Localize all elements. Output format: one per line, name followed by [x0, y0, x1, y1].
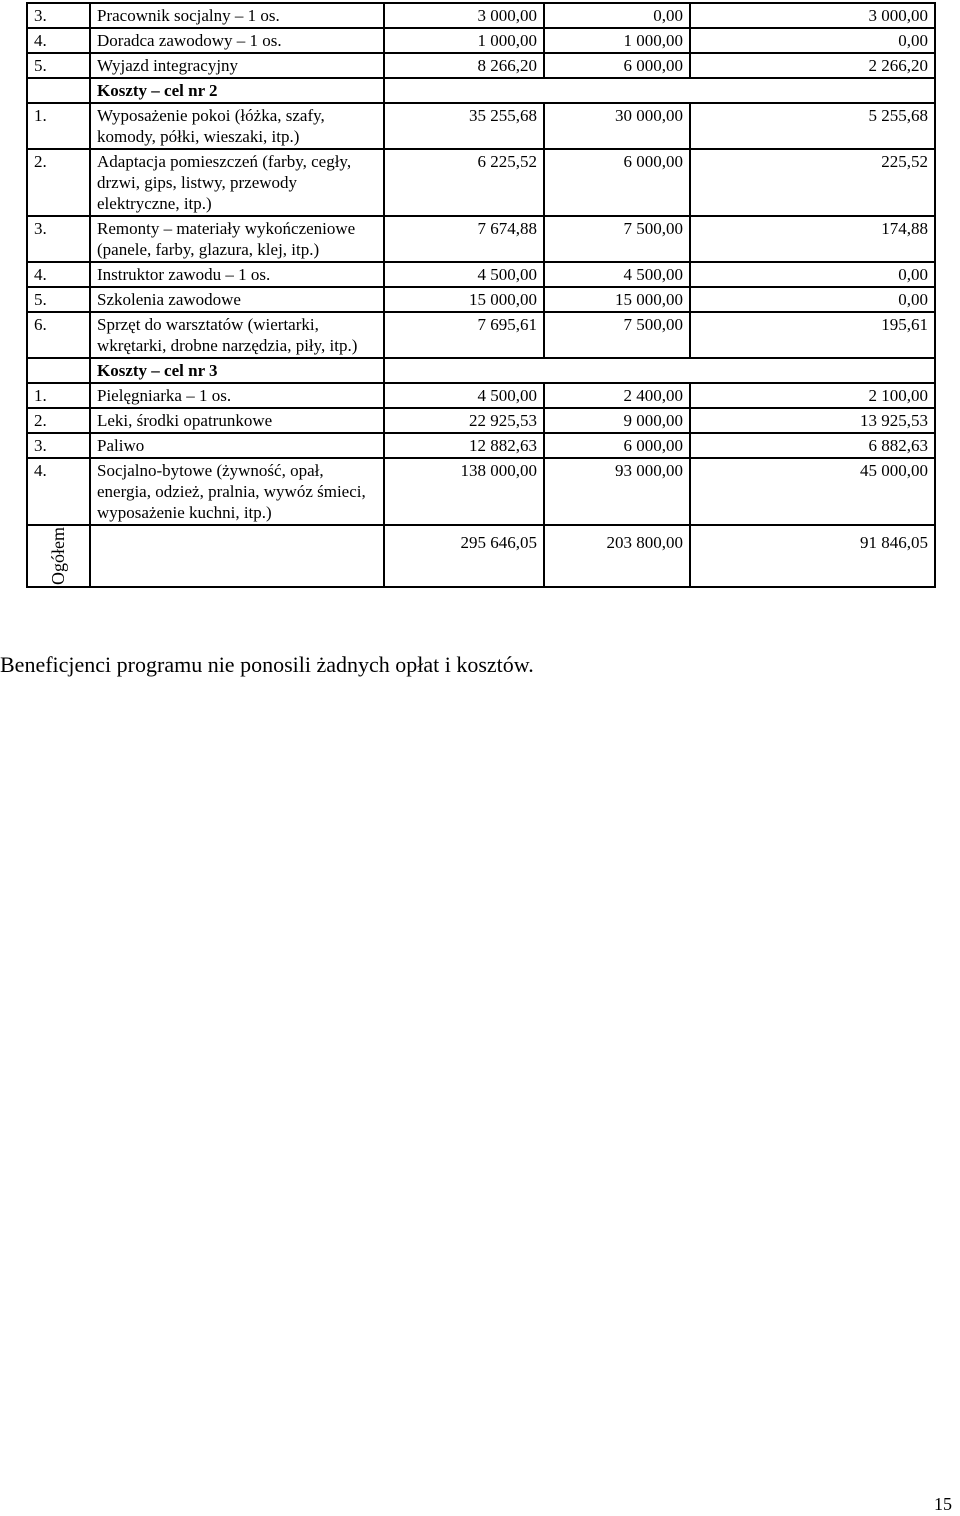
- row-value-1: 12 882,63: [384, 433, 544, 458]
- row-value-1: 3 000,00: [384, 3, 544, 28]
- row-value-3: 174,88: [690, 216, 935, 262]
- total-value-1: 295 646,05: [384, 525, 544, 587]
- total-row: [27, 525, 935, 587]
- row-value-2: 1 000,00: [544, 28, 690, 53]
- table-row: [27, 3, 935, 28]
- row-value-1: 4 500,00: [384, 262, 544, 287]
- table-row: [27, 149, 935, 216]
- row-item-name: Doradca zawodowy – 1 os.: [90, 28, 384, 53]
- row-value-2: 15 000,00: [544, 287, 690, 312]
- row-value-1: 1 000,00: [384, 28, 544, 53]
- row-number: 3.: [27, 216, 90, 262]
- row-number: 3.: [27, 3, 90, 28]
- row-number: 1.: [27, 383, 90, 408]
- section-empty-cell: [384, 78, 935, 103]
- row-item-name: Wyposażenie pokoi (łóżka, szafy, komody, półki, wieszaki, itp.): [90, 103, 384, 149]
- row-value-3: 2 266,20: [690, 53, 935, 78]
- table-row: [27, 53, 935, 78]
- table-row: [27, 433, 935, 458]
- row-value-3: 0,00: [690, 287, 935, 312]
- row-value-2: 7 500,00: [544, 216, 690, 262]
- row-item-name: Paliwo: [90, 433, 384, 458]
- section-label: Koszty – cel nr 3: [90, 358, 384, 383]
- row-number: 5.: [27, 53, 90, 78]
- row-value-3: 6 882,63: [690, 433, 935, 458]
- table-row: [27, 262, 935, 287]
- row-value-3: 13 925,53: [690, 408, 935, 433]
- row-value-2: 2 400,00: [544, 383, 690, 408]
- table-row: [27, 383, 935, 408]
- row-number: 1.: [27, 103, 90, 149]
- row-item-name: Szkolenia zawodowe: [90, 287, 384, 312]
- row-number: 5.: [27, 287, 90, 312]
- row-value-2: 93 000,00: [544, 458, 690, 525]
- table-row: [27, 312, 935, 358]
- row-item-name: Socjalno-bytowe (żywność, opał, energia, odzież, pralnia, wywóz śmieci, wyposażenie kuchni, itp.): [90, 458, 384, 525]
- row-number: 3.: [27, 433, 90, 458]
- row-item-name: Pielęgniarka – 1 os.: [90, 383, 384, 408]
- row-value-2: 30 000,00: [544, 103, 690, 149]
- row-item-name: Pracownik socjalny – 1 os.: [90, 3, 384, 28]
- total-value-2: 203 800,00: [544, 525, 690, 587]
- row-number: 4.: [27, 262, 90, 287]
- row-item-name: Leki, środki opatrunkowe: [90, 408, 384, 433]
- page-number: 15: [934, 1494, 952, 1514]
- total-label-cell: [27, 525, 90, 587]
- row-number: 4.: [27, 28, 90, 53]
- row-value-1: 138 000,00: [384, 458, 544, 525]
- table-row: [27, 28, 935, 53]
- row-value-3: 45 000,00: [690, 458, 935, 525]
- row-value-3: 2 100,00: [690, 383, 935, 408]
- section-row: [27, 358, 935, 383]
- row-item-name: Adaptacja pomieszczeń (farby, cegły, drzwi, gips, listwy, przewody elektryczne, itp.): [90, 149, 384, 216]
- row-value-2: 7 500,00: [544, 312, 690, 358]
- row-number: 2.: [27, 408, 90, 433]
- total-name-cell: [90, 525, 384, 587]
- table-row: [27, 287, 935, 312]
- row-number: 2.: [27, 149, 90, 216]
- table-row: [27, 216, 935, 262]
- section-num-cell: [27, 78, 90, 103]
- row-number: 4.: [27, 458, 90, 525]
- row-value-3: 0,00: [690, 262, 935, 287]
- row-value-1: 15 000,00: [384, 287, 544, 312]
- row-value-2: 4 500,00: [544, 262, 690, 287]
- row-item-name: Wyjazd integracyjny: [90, 53, 384, 78]
- row-value-2: 6 000,00: [544, 433, 690, 458]
- row-value-3: 5 255,68: [690, 103, 935, 149]
- row-value-3: 195,61: [690, 312, 935, 358]
- row-value-1: 8 266,20: [384, 53, 544, 78]
- row-value-1: 35 255,68: [384, 103, 544, 149]
- total-value-3: 91 846,05: [690, 525, 935, 587]
- section-label: Koszty – cel nr 2: [90, 78, 384, 103]
- row-value-1: 7 674,88: [384, 216, 544, 262]
- row-value-2: 9 000,00: [544, 408, 690, 433]
- section-num-cell: [27, 358, 90, 383]
- budget-table: [26, 2, 936, 588]
- row-item-name: Sprzęt do warsztatów (wiertarki, wkrętarki, drobne narzędzia, piły, itp.): [90, 312, 384, 358]
- section-row: [27, 78, 935, 103]
- row-value-2: 0,00: [544, 3, 690, 28]
- row-value-3: 225,52: [690, 149, 935, 216]
- row-value-1: 6 225,52: [384, 149, 544, 216]
- row-item-name: Remonty – materiały wykończeniowe (panele, farby, glazura, klej, itp.): [90, 216, 384, 262]
- row-value-1: 4 500,00: [384, 383, 544, 408]
- section-empty-cell: [384, 358, 935, 383]
- budget-table-total: [27, 525, 935, 587]
- table-row: [27, 408, 935, 433]
- row-number: 6.: [27, 312, 90, 358]
- row-value-3: 3 000,00: [690, 3, 935, 28]
- total-label: Ogółem: [48, 527, 68, 585]
- row-value-3: 0,00: [690, 28, 935, 53]
- table-row: [27, 458, 935, 525]
- row-value-1: 7 695,61: [384, 312, 544, 358]
- row-item-name: Instruktor zawodu – 1 os.: [90, 262, 384, 287]
- row-value-2: 6 000,00: [544, 149, 690, 216]
- budget-table-body: [27, 3, 935, 525]
- row-value-2: 6 000,00: [544, 53, 690, 78]
- row-value-1: 22 925,53: [384, 408, 544, 433]
- table-row: [27, 103, 935, 149]
- footnote-text: Beneficjenci programu nie ponosili żadnych opłat i kosztów.: [0, 652, 534, 677]
